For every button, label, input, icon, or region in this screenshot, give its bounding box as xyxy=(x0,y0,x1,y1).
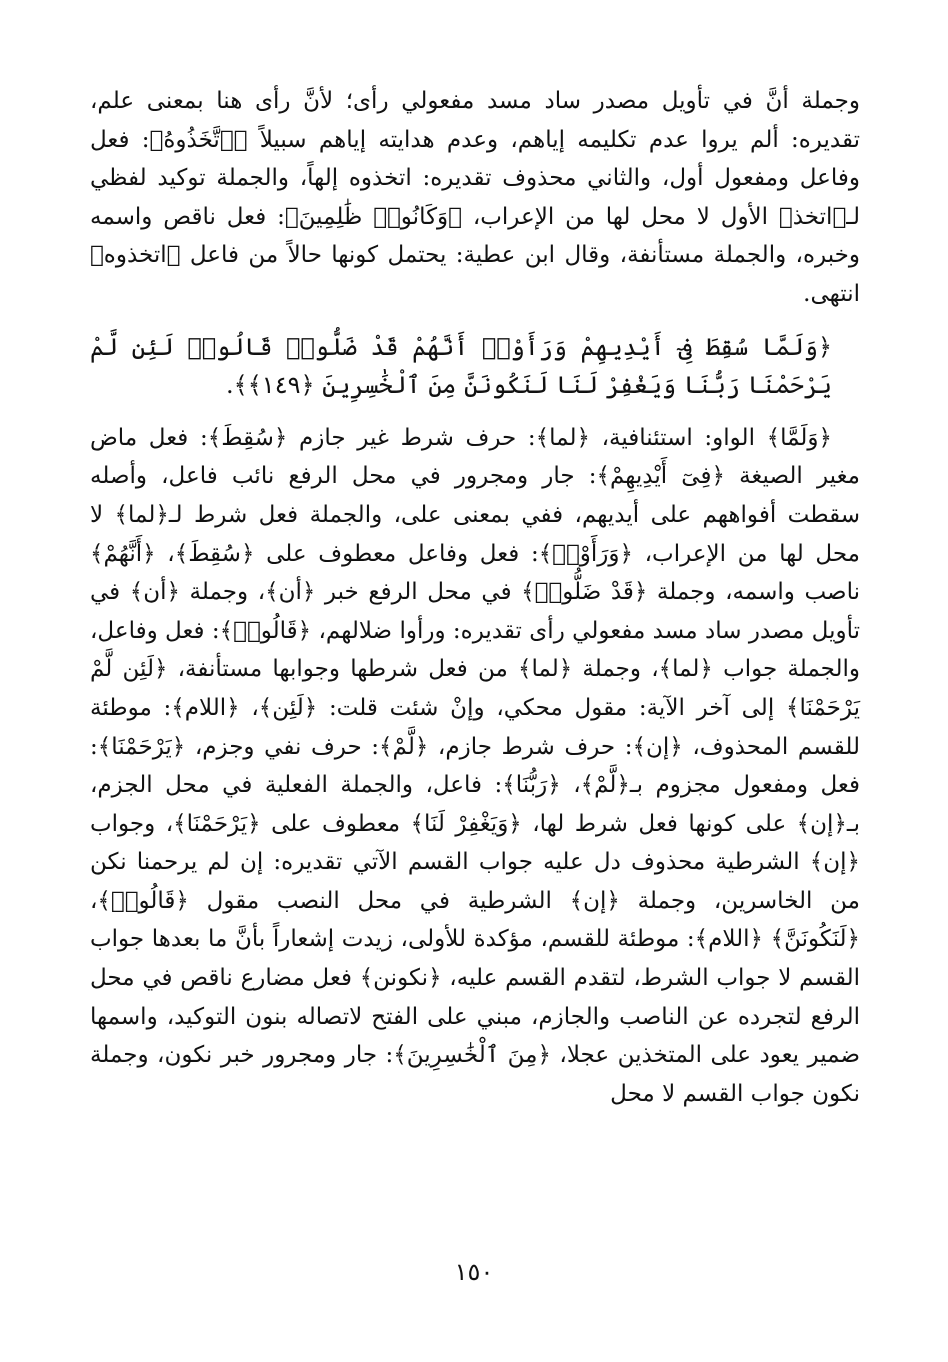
paragraph-commentary-1: وجملة أنَّ في تأويل مصدر ساد مسد مفعولي رأى؛ لأنَّ رأى هنا بمعنى علم، تقديره: ألم يروا عدم تكليمه إياهم، وعدم هدايته إياهم سبيلاً ﴿ٱتَّخَذُوهُ﴾: فعل وفاعل ومفعول أول، والثاني محذوف تقديره: اتخذوه إلهاً، والجملة توكيد لفظي لـ﴿اتخذ﴾ الأول لا محل لها من الإعراب، ﴿وَكَانُوا۟ ظَٰلِمِينَ﴾: فعل ناقص واسمه وخبره، والجملة مستأنفة، وقال ابن عطية: يحتمل كونها حالاً من فاعل ﴿اتخذوه﴾ انتهى. xyxy=(90,88,860,307)
page-number: ١٥٠ xyxy=(454,1258,494,1286)
quran-verse: ﴿وَلَمَّا سُقِطَ فِىٓ أَيْدِيهِمْ وَرَأَوْا۟ أَنَّهُمْ قَدْ ضَلُّوا۟ قَالُوا۟ لَئِن لَّمْ يَرْحَمْنَا رَبُّنَا وَيَغْفِرْ لَنَا لَنَكُونَنَّ مِنَ ٱلْخَٰسِرِينَ ﴿١٤٩﴾﴾. xyxy=(90,332,832,400)
paragraph-commentary-2: ﴿وَلَمَّا﴾ الواو: استئنافية، ﴿لما﴾: حرف شرط غير جازم ﴿سُقِطَ﴾: فعل ماض مغير الصيغة ﴿فِىٓ أَيْدِيهِمْ﴾: جار ومجرور في محل الرفع نائب فاعل، وأصله سقطت أفواههم على أيديهم، ففي بمعنى على، والجملة فعل شرط لـ﴿لما﴾ لا محل لها من الإعراب، ﴿وَرَأَوْا۟﴾: فعل وفاعل معطوف على ﴿سُقِطَ﴾، ﴿أَنَّهُمْ﴾ ناصب واسمه، وجملة ﴿قَدْ ضَلُّوا۟﴾ في محل الرفع خبر ﴿أن﴾، وجملة ﴿أن﴾ في تأويل مصدر ساد مسد مفعولي رأى تقديره: ورأوا ضلالهم، ﴿قَالُوا۟﴾: فعل وفاعل، والجملة جواب ﴿لما﴾، وجملة ﴿لما﴾ من فعل شرطها وجوابها مستأنفة، ﴿لَئِن لَّمْ يَرْحَمْنَا﴾ إلى آخر الآية: مقول محكي، وإنْ شئت قلت: ﴿لَئِن﴾، ﴿اللام﴾: موطئة للقسم المحذوف، ﴿إن﴾: حرف شرط جازم، ﴿لَّمْ﴾: حرف نفي وجزم، ﴿يَرْحَمْنَا﴾: فعل ومفعول مجزوم بـ﴿لَّمْ﴾، ﴿رَبُّنَا﴾: فاعل، والجملة الفعلية في محل الجزم، بـ﴿إن﴾ على كونها فعل شرط لها، ﴿وَيَغْفِرْ لَنَا﴾ معطوف على ﴿يَرْحَمْنَا﴾، وجواب ﴿إن﴾ الشرطية محذوف دل عليه جواب القسم الآتي تقديره: إن لم يرحمنا نكن من الخاسرين، وجملة ﴿إن﴾ الشرطية في محل النصب مقول ﴿قَالُوا۟﴾، ﴿لَنَكُونَنَّ﴾ ﴿اللام﴾: موطئة للقسم، مؤكدة للأولى، زيدت إشعاراً بأنَّ ما بعدها جواب القسم لا جواب الشرط، لتقدم القسم عليه، ﴿نكونن﴾ فعل مضارع ناقص في محل الرفع لتجرده عن الناصب والجازم، مبني على الفتح لاتصاله بنون التوكيد، واسمها ضمير يعود على المتخذين عجلا، ﴿مِنَ ٱلْخَٰسِرِينَ﴾: جار ومجرور خبر نكون، وجملة نكون جواب القسم لا محل xyxy=(90,424,860,1107)
page-body xyxy=(90,82,860,1113)
